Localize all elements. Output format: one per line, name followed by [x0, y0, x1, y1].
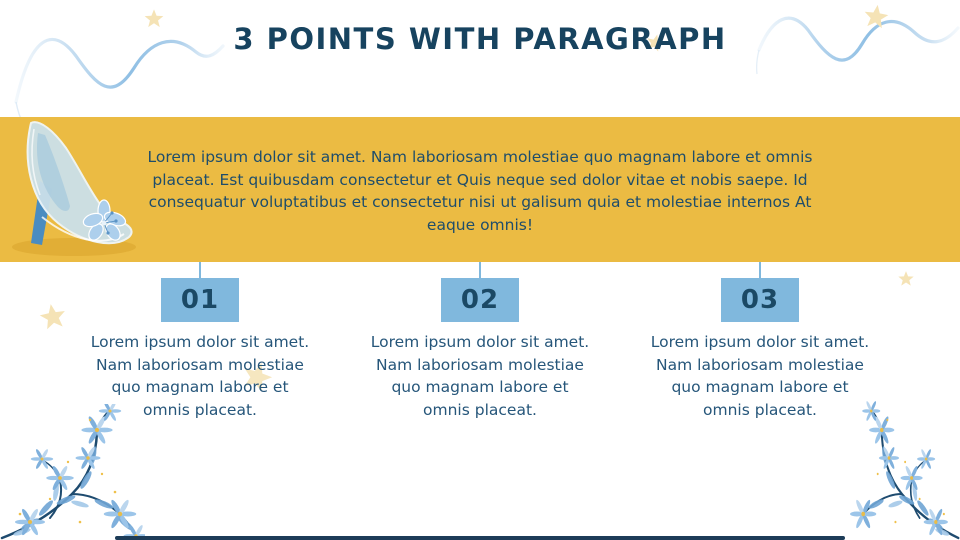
point-3-text: Lorem ipsum dolor sit amet. Nam laboriosam molestiae quo magnam labore et omnis placeat. [650, 333, 870, 419]
point-2-number-box [441, 278, 519, 322]
slide-title: 3 POINTS WITH PARAGRAPH [233, 22, 727, 56]
intro-paragraph: Lorem ipsum dolor sit amet. Nam laboriosam molestiae quo magnam labore et omnis placeat. Est quibusdam consectetur et Quis neque sed dolor vitae et nobis saepe. Id consequatur voluptatibus et consectetur nisi ut galisum quia et molestiae internos At eaque omnis! [147, 148, 813, 234]
wave-line-top-right-icon [756, 0, 960, 112]
point-1-text: Lorem ipsum dolor sit amet. Nam laboriosam molestiae quo magnam labore et omnis placeat. [90, 333, 310, 419]
glass-slipper-icon [0, 117, 148, 262]
intro-banner [0, 117, 960, 262]
connector-line-1 [199, 262, 201, 278]
point-3-number: 03 [740, 285, 780, 315]
point-2-number: 02 [460, 285, 500, 315]
flower-branch-icon [0, 404, 145, 540]
connector-line-3 [759, 262, 761, 278]
bottom-bar [115, 536, 845, 540]
star-icon [897, 270, 915, 288]
point-1-number: 01 [180, 285, 220, 315]
point-2-text: Lorem ipsum dolor sit amet. Nam laboriosam molestiae quo magnam labore et omnis placeat. [370, 333, 590, 419]
point-1-number-box [161, 278, 239, 322]
point-3-number-box [721, 278, 799, 322]
star-icon [36, 300, 71, 335]
connector-line-2 [479, 262, 481, 278]
